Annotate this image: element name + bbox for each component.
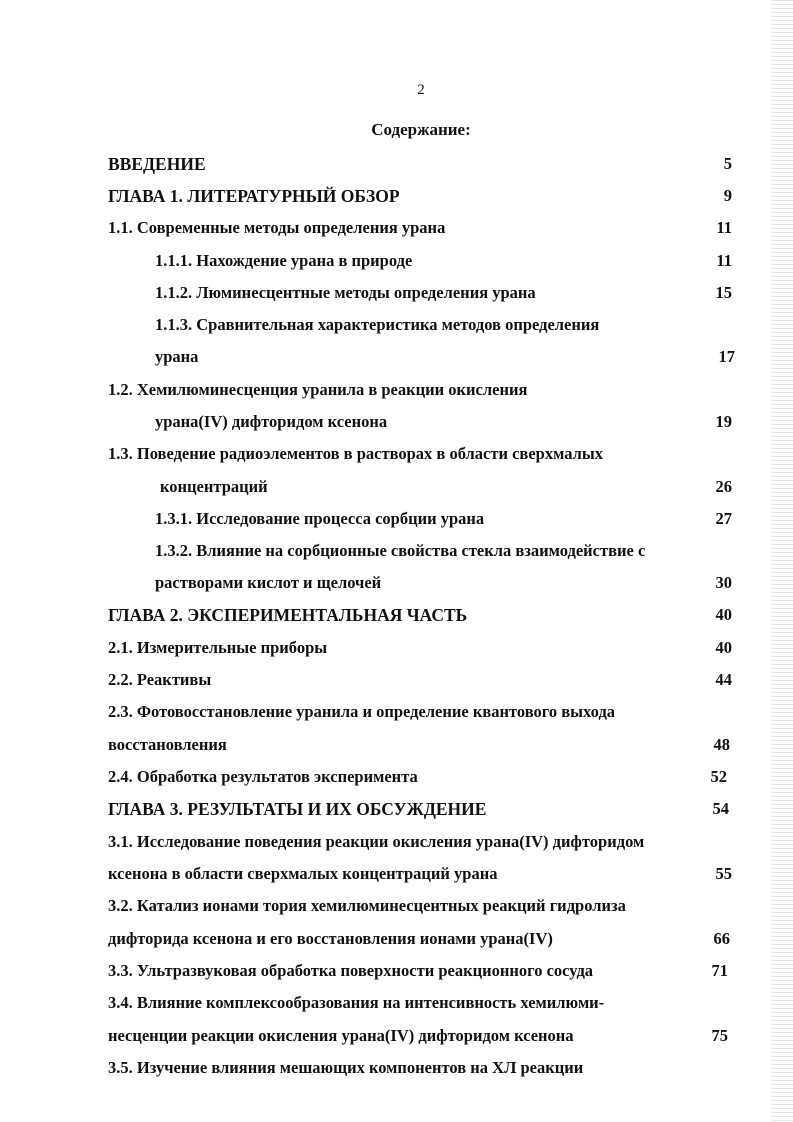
toc-entry-text: 3.1. Исследование поведения реакции окисления урана(IV) дифторидом — [108, 832, 645, 851]
toc-entry-text: ВВЕДЕНИЕ — [108, 154, 206, 174]
page-number: 2 — [417, 82, 425, 98]
toc-entry-text: 3.4. Влияние комплексообразования на интенсивность хемилюми- — [108, 993, 605, 1012]
toc-entry-text: 2.4. Обработка результатов эксперимента — [108, 767, 418, 786]
toc-entry-page: 11 — [716, 251, 732, 270]
toc-entry-page: 75 — [711, 1026, 728, 1045]
toc-entry-text: несценции реакции окисления урана(IV) дифторидом ксенона — [108, 1026, 574, 1045]
toc-entry-page: 19 — [715, 412, 732, 431]
toc-entry-page: 48 — [713, 735, 730, 754]
toc-entry-page: 40 — [715, 605, 732, 624]
toc-entry-text: дифторида ксенона и его восстановления ионами урана(IV) — [108, 929, 553, 948]
toc-entry-page: 44 — [715, 670, 732, 689]
toc-entry-text: ГЛАВА 1. ЛИТЕРАТУРНЫЙ ОБЗОР — [108, 186, 400, 206]
toc-entry-text: 2.3. Фотовосстановление уранила и определение квантового выхода — [108, 702, 616, 721]
toc-entry-page: 11 — [716, 218, 732, 237]
toc-entry-text: растворами кислот и щелочей — [155, 573, 382, 592]
toc-entry-text: 1.3.2. Влияние на сорбционные свойства стекла взаимодействие с — [155, 541, 646, 560]
toc-entry-text: 1.2. Хемилюминесценция уранила в реакции окисления — [108, 380, 528, 399]
toc-entry-text: восстановления — [108, 735, 227, 754]
toc-entry-page: 71 — [711, 961, 728, 980]
toc-entry-text: 3.3. Ультразвуковая обработка поверхности реакционного сосуда — [108, 961, 594, 980]
toc-entry-page: 40 — [715, 638, 732, 657]
toc-entry-page: 30 — [715, 573, 732, 592]
toc-entry-page: 54 — [712, 799, 729, 818]
toc-entry-text: 3.5. Изучение влияния мешающих компонентов на ХЛ реакции — [108, 1058, 584, 1077]
toc-entry-page: 26 — [715, 477, 732, 496]
toc-entry-page: 66 — [713, 929, 730, 948]
toc-entry-text: урана(IV) дифторидом ксенона — [155, 412, 388, 431]
scan-edge-artifact — [771, 0, 793, 1122]
toc-entry-text: 1.3.1. Исследование процесса сорбции урана — [155, 509, 485, 528]
toc-entry-text: урана — [155, 347, 199, 366]
toc-entry-text: 2.2. Реактивы — [108, 670, 212, 689]
toc-entry-text: 1.1.3. Сравнительная характеристика методов определения — [155, 315, 600, 334]
toc-entry-text: 2.1. Измерительные приборы — [108, 638, 328, 657]
toc-entry-text: 1.3. Поведение радиоэлементов в растворах в области сверхмалых — [108, 444, 603, 463]
toc-entry-page: 9 — [723, 186, 732, 205]
contents-heading: Содержание: — [371, 120, 471, 139]
toc-entry-text: ксенона в области сверхмалых концентраций урана — [108, 864, 498, 883]
toc-entry-page: 55 — [715, 864, 732, 883]
toc-entry-page: 27 — [715, 509, 732, 528]
toc-entry-text: 1.1. Современные методы определения урана — [108, 218, 446, 237]
toc-entry-page: 15 — [715, 283, 732, 302]
toc-entry-page: 52 — [710, 767, 727, 786]
toc-entry-text: 1.1.2. Люминесцентные методы определения урана — [155, 283, 536, 302]
toc-entry-text: ГЛАВА 3. РЕЗУЛЬТАТЫ И ИХ ОБСУЖДЕНИЕ — [108, 799, 487, 819]
toc-entry-page: 5 — [723, 154, 732, 173]
toc-entry-text: 3.2. Катализ ионами тория хемилюминесцентных реакций гидролиза — [108, 896, 626, 915]
toc-entry-text: концентраций — [160, 477, 268, 496]
toc-entry-text: ГЛАВА 2. ЭКСПЕРИМЕНТАЛЬНАЯ ЧАСТЬ — [108, 605, 468, 625]
toc-entry-page: 17 — [718, 347, 735, 366]
toc-entry-text: 1.1.1. Нахождение урана в природе — [155, 251, 413, 270]
